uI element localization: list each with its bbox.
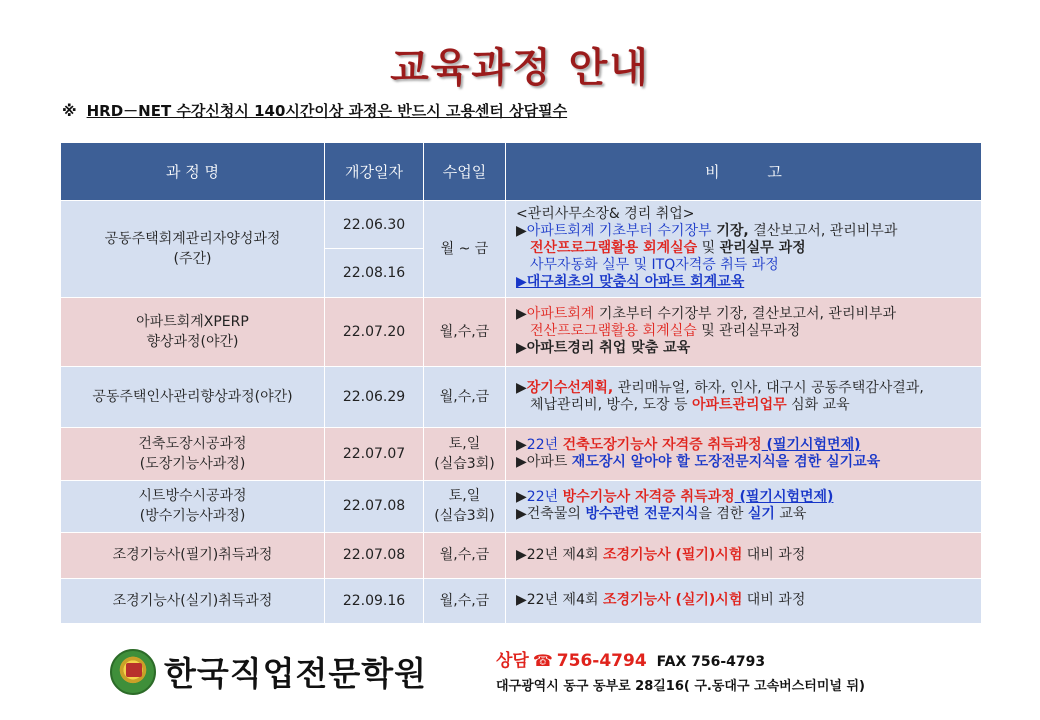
remark-line: ▶아파트회계 기초부터 수기장부 기장, 결산보고서, 관리비부과 bbox=[516, 306, 897, 323]
remark-line: ▶22년 제4회 조경기능사 (필기)시험 대비 과정 bbox=[516, 546, 806, 563]
course-name: 조경기능사(실기)취득과정 bbox=[61, 578, 325, 623]
class-days: 토,일 (실습3회) bbox=[424, 428, 506, 480]
table-header-row bbox=[61, 143, 982, 201]
header-start-date: 개강일자 bbox=[325, 143, 424, 201]
course-remarks bbox=[506, 428, 982, 480]
remark-line: ▶22년 제4회 조경기능사 (실기)시험 대비 과정 bbox=[516, 592, 806, 609]
academy-name: 한국직업전문학원 bbox=[164, 654, 428, 693]
course-remarks bbox=[506, 533, 982, 578]
remark-line: 전산프로그램활용 회계실습 및 관리실무 과정 bbox=[530, 240, 806, 257]
header-class-days: 수업일 bbox=[424, 143, 506, 201]
class-days: 월,수,금 bbox=[424, 297, 506, 366]
remark-line: ▶22년 건축도장기능사 자격증 취득과정 (필기시험면제) bbox=[516, 436, 861, 453]
start-date: 22.07.08 bbox=[325, 533, 424, 578]
class-days: 월,수,금 bbox=[424, 533, 506, 578]
contact-info bbox=[496, 646, 865, 694]
remark-line: ▶건축물의 방수관련 전문지식을 겸한 실기 교육 bbox=[516, 506, 807, 523]
table-row bbox=[61, 533, 982, 578]
remark-line: ▶장기수선계획, 관리매뉴얼, 하자, 인사, 대구시 공동주택감사결과, bbox=[516, 379, 924, 396]
class-days: 월,수,금 bbox=[424, 366, 506, 428]
remark-line: 체납관리비, 방수, 도장 등 아파트관리업무 심화 교육 bbox=[530, 396, 850, 413]
remark-line: ▶대구최초의 맞춤식 아파트 회계교육 bbox=[516, 274, 745, 291]
table-row bbox=[61, 366, 982, 428]
remark-line: ▶아파트 재도장시 알아야 할 도장전문지식을 겸한 실기교육 bbox=[516, 453, 881, 470]
course-remarks bbox=[506, 480, 982, 532]
table-row bbox=[61, 480, 982, 532]
class-days: 월 ~ 금 bbox=[424, 201, 506, 298]
table-row bbox=[61, 578, 982, 623]
page-title: 교육과정 안내 bbox=[390, 45, 650, 91]
remark-line: 전산프로그램활용 회계실습 및 관리실무과정 bbox=[530, 323, 801, 340]
course-name: 건축도장시공과정 (도장기능사과정) bbox=[61, 428, 325, 480]
remark-line: ▶아파트경리 취업 맞춤 교육 bbox=[516, 340, 691, 357]
fax-number: FAX 756-4793 bbox=[656, 654, 766, 670]
table-row bbox=[61, 201, 982, 249]
remark-line: <관리사무소장& 경리 취업> bbox=[516, 206, 695, 223]
start-date: 22.08.16 bbox=[325, 249, 424, 297]
course-name: 조경기능사(필기)취득과정 bbox=[61, 533, 325, 578]
course-name: 공동주택회계관리자양성과정 (주간) bbox=[61, 201, 325, 298]
start-date: 22.07.07 bbox=[325, 428, 424, 480]
course-remarks bbox=[506, 578, 982, 623]
academy-logo-icon bbox=[110, 649, 156, 695]
header-course-name: 과 정 명 bbox=[61, 143, 325, 201]
course-name: 시트방수시공과정 (방수기능사과정) bbox=[61, 480, 325, 532]
remark-line: ▶22년 방수기능사 자격증 취득과정 (필기시험면제) bbox=[516, 489, 834, 506]
remark-line: ▶아파트회계 기초부터 수기장부 기장, 결산보고서, 관리비부과 bbox=[516, 223, 898, 240]
phone-icon: ☎ bbox=[532, 651, 553, 670]
notice-symbol: ※ bbox=[62, 102, 77, 120]
notice bbox=[62, 100, 567, 121]
table-row bbox=[61, 297, 982, 366]
course-remarks bbox=[506, 201, 982, 298]
start-date: 22.06.29 bbox=[325, 366, 424, 428]
course-table bbox=[60, 142, 982, 624]
academy-logo bbox=[110, 648, 427, 695]
course-name: 아파트회계XPERP 향상과정(야간) bbox=[61, 297, 325, 366]
start-date: 22.07.08 bbox=[325, 480, 424, 532]
class-days: 월,수,금 bbox=[424, 578, 506, 623]
header-remarks: 비 고 bbox=[506, 143, 982, 201]
consult-label: 상담 bbox=[496, 651, 529, 671]
contact-line bbox=[496, 646, 865, 671]
table-row bbox=[61, 428, 982, 480]
remark-line: 사무자동화 실무 및 ITQ자격증 취득 과정 bbox=[530, 257, 779, 274]
class-days: 토,일 (실습3회) bbox=[424, 480, 506, 532]
notice-text: HRD－NET 수강신청시 140시간이상 과정은 반드시 고용센터 상담필수 bbox=[86, 102, 568, 120]
start-date: 22.06.30 bbox=[325, 201, 424, 249]
course-name: 공동주택인사관리향상과정(야간) bbox=[61, 366, 325, 428]
address: 대구광역시 동구 동부로 28길16( 구.동대구 고속버스터미널 뒤) bbox=[496, 679, 865, 694]
start-date: 22.07.20 bbox=[325, 297, 424, 366]
course-remarks bbox=[506, 366, 982, 428]
start-date: 22.09.16 bbox=[325, 578, 424, 623]
phone-number: 756-4794 bbox=[556, 651, 647, 671]
course-remarks bbox=[506, 297, 982, 366]
